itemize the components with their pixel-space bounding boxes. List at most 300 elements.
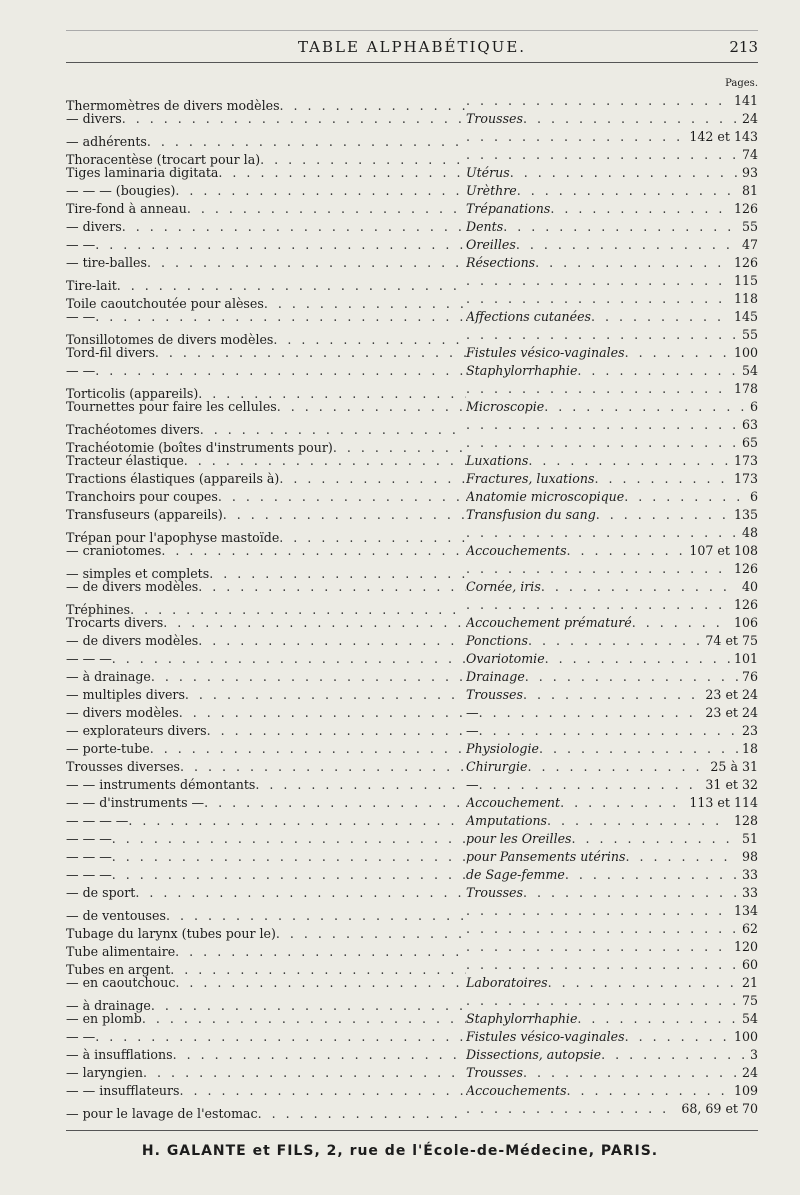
entry-term: Tire-lait: [66, 278, 117, 293]
entry-pages: 63: [741, 417, 758, 432]
leader-dots: [545, 650, 730, 668]
leader-dots: [577, 362, 738, 380]
entry-reference: Oreilles: [466, 237, 516, 252]
leader-dots: [198, 578, 466, 596]
leader-dots: [466, 956, 738, 974]
entry-reference: Trousses: [466, 885, 523, 900]
leader-dots: [173, 1046, 466, 1064]
leader-dots: [95, 236, 466, 254]
leader-dots: [544, 398, 746, 416]
leader-dots: [547, 812, 730, 830]
entry-pages: 128: [733, 813, 758, 828]
entry-pages: 118: [733, 291, 758, 306]
leader-dots: [163, 614, 466, 632]
leader-dots: [466, 272, 730, 290]
entry-pages: 55: [741, 219, 758, 234]
leader-dots: [198, 632, 466, 650]
entry-pages: 33: [741, 885, 758, 900]
entry-reference: Cornée, iris: [466, 579, 541, 594]
leader-dots: [567, 1082, 730, 1100]
entry-reference: pour les Oreilles: [466, 831, 572, 846]
leader-dots: [567, 542, 686, 560]
entry-term: — —: [66, 309, 96, 324]
index-entry: [66, 344, 758, 362]
index-entry: [66, 488, 758, 506]
entry-pages: 126: [733, 255, 758, 270]
index-entry: [66, 992, 758, 1013]
entry-pages: 74: [741, 147, 758, 162]
index-entry: [66, 110, 758, 128]
leader-dots: [122, 110, 466, 128]
entry-pages: 33: [741, 867, 758, 882]
leader-dots: [277, 398, 466, 416]
entry-pages: 109: [733, 1083, 758, 1098]
index-entry: [66, 308, 758, 326]
index-entry: [66, 956, 758, 977]
leader-dots: [466, 1100, 677, 1118]
entry-pages: 47: [741, 237, 758, 252]
entry-pages: 173: [733, 453, 758, 468]
leader-dots: [466, 902, 730, 920]
entry-term: — divers: [66, 111, 122, 126]
entry-reference: Utérus: [466, 165, 510, 180]
entry-term: Transfuseurs (appareils): [66, 507, 223, 522]
leader-dots: [95, 362, 466, 380]
entry-pages: 55: [741, 327, 758, 342]
leader-dots: [135, 884, 466, 902]
footer-rule: [66, 1130, 758, 1131]
entry-pages: 115: [733, 273, 758, 288]
entry-pages: 135: [733, 507, 758, 522]
entry-term: — — —: [66, 651, 112, 666]
entry-term: — à drainage: [66, 669, 151, 684]
entry-reference: Trousses: [466, 111, 523, 126]
leader-dots: [175, 974, 466, 992]
entry-pages: 113 et 114: [689, 795, 758, 810]
leader-dots: [128, 812, 466, 830]
entry-pages: 100: [733, 345, 758, 360]
pages-column-label: Pages.: [725, 78, 758, 89]
entry-pages: 106: [733, 615, 758, 630]
index-entry: [66, 164, 758, 182]
index-entry: [66, 290, 758, 311]
leader-dots: [185, 686, 466, 704]
leader-dots: [155, 344, 466, 362]
index-entry: [66, 200, 758, 218]
index-entry: [66, 866, 758, 884]
entry-pages: 75: [741, 993, 758, 1008]
entry-term: Trachéotomes divers: [66, 422, 200, 437]
entry-term: — — —: [66, 831, 112, 846]
entry-term: — — — (bougies): [66, 183, 176, 198]
leader-dots: [255, 776, 466, 794]
entry-term: — de divers modèles: [66, 633, 199, 648]
entry-reference: Ovariotomie: [466, 651, 545, 666]
entry-term: Tranchoirs pour coupes: [66, 489, 218, 504]
leader-dots: [112, 848, 466, 866]
entry-term: Tréphines: [66, 602, 131, 617]
entry-pages: 107 et 108: [689, 543, 758, 558]
entry-pages: 6: [749, 489, 758, 504]
leader-dots: [632, 614, 730, 632]
leader-dots: [527, 758, 706, 776]
index-entry: [66, 1082, 758, 1100]
entry-reference: Fistules vésico-vaginales: [466, 1029, 625, 1044]
entry-reference: Physiologie: [466, 741, 539, 756]
entry-pages: 48: [741, 525, 758, 540]
index-entry: [66, 326, 758, 347]
index-entry: [66, 1100, 758, 1121]
leader-dots: [523, 1064, 738, 1082]
entry-reference: Fractures, luxations: [466, 471, 595, 486]
index-entry: [66, 272, 758, 293]
leader-dots: [523, 884, 738, 902]
index-entry: [66, 560, 758, 581]
index-entry: [66, 434, 758, 455]
index-entry: [66, 578, 758, 596]
index-entry: [66, 398, 758, 416]
entry-term: — —: [66, 237, 96, 252]
entry-term: — en caoutchouc: [66, 975, 176, 990]
leader-dots: [179, 704, 466, 722]
index-entry: [66, 974, 758, 992]
entry-term: — de divers modèles: [66, 579, 199, 594]
index-entry: [66, 146, 758, 167]
entry-pages: 173: [733, 471, 758, 486]
leader-dots: [594, 470, 730, 488]
leader-dots: [279, 470, 466, 488]
entry-term: — — d'instruments —: [66, 795, 205, 810]
leader-dots: [466, 938, 730, 956]
index-entry: [66, 470, 758, 488]
entry-term: — divers: [66, 219, 122, 234]
index-entry: [66, 938, 758, 959]
entry-pages: 65: [741, 435, 758, 450]
leader-dots: [143, 1064, 466, 1082]
leader-dots: [466, 434, 738, 452]
index-entries: [66, 92, 758, 1121]
index-entry: [66, 722, 758, 740]
leader-dots: [535, 254, 730, 272]
entry-term: Tiges laminaria digitata: [66, 165, 219, 180]
entry-term: — divers modèles: [66, 705, 179, 720]
leader-dots: [601, 1046, 746, 1064]
entry-reference: Accouchements: [466, 543, 567, 558]
index-entry: [66, 794, 758, 812]
index-entry: [66, 650, 758, 668]
entry-reference: Trousses: [466, 1065, 523, 1080]
leader-dots: [596, 506, 730, 524]
leader-dots: [218, 488, 466, 506]
leader-dots: [147, 254, 466, 272]
entry-term: Thoracentèse (trocart pour la): [66, 152, 261, 167]
entry-reference: Affections cutanées: [466, 309, 591, 324]
entry-reference: Staphylorrhaphie: [466, 1011, 578, 1026]
entry-pages: 18: [741, 741, 758, 756]
index-entry: [66, 182, 758, 200]
entry-term: — en plomb: [66, 1011, 142, 1026]
entry-term: — adhérents: [66, 134, 147, 149]
index-entry: [66, 218, 758, 236]
entry-term: — — instruments démontants: [66, 777, 256, 792]
entry-pages: 24: [741, 1065, 758, 1080]
leader-dots: [187, 200, 466, 218]
leader-dots: [184, 452, 466, 470]
entry-pages: 76: [741, 669, 758, 684]
leader-dots: [466, 326, 738, 344]
leader-dots: [625, 344, 730, 362]
index-entry: [66, 1028, 758, 1046]
entry-term: — simples et complets: [66, 566, 210, 581]
leader-dots: [466, 920, 738, 938]
leader-dots: [625, 1028, 730, 1046]
entry-reference: Fistules vésico-vaginales: [466, 345, 625, 360]
entry-reference: Trousses: [466, 687, 523, 702]
leader-dots: [591, 308, 730, 326]
index-entry: [66, 812, 758, 830]
leader-dots: [548, 974, 738, 992]
leader-dots: [151, 668, 466, 686]
entry-reference: Urèthre: [466, 183, 517, 198]
leader-dots: [466, 380, 730, 398]
entry-pages: 23: [741, 723, 758, 738]
entry-pages: 120: [733, 939, 758, 954]
entry-term: — explorateurs divers: [66, 723, 207, 738]
entry-term: — — — —: [66, 813, 129, 828]
leader-dots: [466, 416, 738, 434]
entry-term: — porte-tube: [66, 741, 150, 756]
leader-dots: [161, 542, 466, 560]
entry-term: Tonsillotomes de divers modèles: [66, 332, 274, 347]
index-entry: [66, 128, 758, 149]
entry-reference: Luxations: [466, 453, 529, 468]
leader-dots: [479, 722, 738, 740]
entry-reference: Microscopie: [466, 399, 545, 414]
leader-dots: [528, 632, 701, 650]
entry-term: — — —: [66, 849, 112, 864]
entry-term: Trousses diverses: [66, 759, 181, 774]
entry-reference: Transfusion du sang: [466, 507, 596, 522]
entry-reference: Chirurgie: [466, 759, 528, 774]
entry-reference: de Sage-femme: [466, 867, 565, 882]
leader-dots: [528, 452, 730, 470]
entry-reference: pour Pansements utérins: [466, 849, 626, 864]
leader-dots: [150, 740, 466, 758]
index-entry: [66, 236, 758, 254]
entry-pages: 3: [749, 1047, 758, 1062]
entry-term: Tracteur élastique: [66, 453, 184, 468]
leader-dots: [539, 740, 738, 758]
index-entry: [66, 416, 758, 437]
entry-term: Trocarts divers: [66, 615, 164, 630]
entry-term: — —: [66, 363, 96, 378]
leader-dots: [180, 758, 466, 776]
leader-dots: [122, 218, 466, 236]
entry-pages: 54: [741, 363, 758, 378]
entry-term: — à drainage: [66, 998, 151, 1013]
entry-term: — tire-balles: [66, 255, 147, 270]
index-entry: [66, 1064, 758, 1082]
leader-dots: [503, 218, 738, 236]
entry-term: Tire-fond à anneau: [66, 201, 187, 216]
leader-dots: [479, 704, 702, 722]
entry-pages: 98: [741, 849, 758, 864]
index-entry: [66, 740, 758, 758]
index-entry: [66, 614, 758, 632]
leader-dots: [204, 794, 466, 812]
entry-reference: —: [466, 777, 479, 792]
leader-dots: [258, 1105, 466, 1123]
index-entry: [66, 776, 758, 794]
index-entry: [66, 1046, 758, 1064]
entry-term: Thermomètres de divers modèles: [66, 98, 280, 113]
entry-term: Trépan pour l'apophyse mastoïde: [66, 530, 280, 545]
leader-dots: [466, 596, 730, 614]
entry-term: Tournettes pour faire les cellules: [66, 399, 277, 414]
entry-pages: 134: [733, 903, 758, 918]
entry-term: Tube alimentaire: [66, 944, 176, 959]
entry-reference: Anatomie microscopique: [466, 489, 625, 504]
publisher-footer: H. GALANTE et FILS, 2, rue de l'École-de-Médecine, PARIS.: [141, 1143, 659, 1159]
leader-dots: [223, 506, 466, 524]
index-entry: [66, 686, 758, 704]
entry-pages: 141: [733, 93, 758, 108]
entry-pages: 6: [749, 399, 758, 414]
entry-reference: —: [466, 723, 479, 738]
leader-dots: [541, 578, 738, 596]
entry-term: — à insufflations: [66, 1047, 173, 1062]
entry-pages: 93: [741, 165, 758, 180]
leader-dots: [565, 866, 738, 884]
entry-term: — de ventouses: [66, 908, 166, 923]
leader-dots: [466, 524, 738, 542]
index-entry: [66, 506, 758, 524]
index-entry: [66, 596, 758, 617]
leader-dots: [626, 848, 738, 866]
index-entry: [66, 362, 758, 380]
leader-dots: [112, 830, 466, 848]
entry-reference: Accouchement: [466, 795, 561, 810]
index-entry: [66, 542, 758, 560]
page-header: [66, 36, 758, 63]
entry-pages: 142 et 143: [689, 129, 758, 144]
leader-dots: [466, 128, 685, 146]
leader-dots: [572, 830, 738, 848]
index-entry: [66, 758, 758, 776]
entry-pages: 81: [741, 183, 758, 198]
leader-dots: [525, 668, 738, 686]
leader-dots: [550, 200, 730, 218]
leader-dots: [466, 290, 730, 308]
leader-dots: [112, 866, 466, 884]
leader-dots: [516, 236, 738, 254]
index-entry: [66, 632, 758, 650]
leader-dots: [624, 488, 746, 506]
entry-pages: 62: [741, 921, 758, 936]
entry-reference: Ponctions: [466, 633, 528, 648]
entry-reference: —: [466, 705, 479, 720]
entry-term: Toile caoutchoutée pour alèses: [66, 296, 264, 311]
entry-term: Tord-fil divers: [66, 345, 155, 360]
leader-dots: [517, 182, 738, 200]
entry-pages: 74 et 75: [705, 633, 758, 648]
entry-pages: 178: [733, 381, 758, 396]
entry-reference: Dissections, autopsie: [466, 1047, 602, 1062]
entry-pages: 126: [733, 561, 758, 576]
entry-pages: 24: [741, 111, 758, 126]
entry-pages: 101: [733, 651, 758, 666]
entry-reference: Trépanations: [466, 201, 551, 216]
leader-dots: [180, 1082, 467, 1100]
entry-term: — — —: [66, 867, 112, 882]
entry-reference: Amputations: [466, 813, 548, 828]
entry-pages: 40: [741, 579, 758, 594]
index-entry: [66, 1010, 758, 1028]
entry-reference: Dents: [466, 219, 504, 234]
entry-pages: 31 et 32: [705, 777, 758, 792]
entry-pages: 51: [741, 831, 758, 846]
leader-dots: [479, 776, 702, 794]
entry-reference: Laboratoires: [466, 975, 548, 990]
leader-dots: [466, 92, 730, 110]
entry-term: — —: [66, 1029, 96, 1044]
index-entry: [66, 452, 758, 470]
entry-pages: 60: [741, 957, 758, 972]
leader-dots: [175, 182, 466, 200]
entry-term: Tractions élastiques (appareils à): [66, 471, 280, 486]
entry-term: Tubage du larynx (tubes pour le): [66, 926, 276, 941]
entry-term: — craniotomes: [66, 543, 162, 558]
entry-reference: Drainage: [466, 669, 525, 684]
leader-dots: [207, 722, 466, 740]
entry-reference: Accouchements: [466, 1083, 567, 1098]
entry-term: — — insufflateurs: [66, 1083, 180, 1098]
leader-dots: [510, 164, 738, 182]
index-entry: [66, 830, 758, 848]
leader-dots: [218, 164, 466, 182]
index-entry: [66, 902, 758, 923]
entry-term: — pour le lavage de l'estomac: [66, 1106, 258, 1121]
entry-pages: 145: [733, 309, 758, 324]
entry-pages: 126: [733, 201, 758, 216]
entry-pages: 23 et 24: [705, 687, 758, 702]
index-entry: [66, 92, 758, 113]
entry-term: Torticolis (appareils): [66, 386, 199, 401]
leader-dots: [560, 794, 685, 812]
leader-dots: [95, 1028, 466, 1046]
entry-pages: 100: [733, 1029, 758, 1044]
page-number: 213: [729, 38, 758, 56]
leader-dots: [523, 110, 738, 128]
entry-pages: 23 et 24: [705, 705, 758, 720]
entry-term: Trachéotomie (boîtes d'instruments pour): [66, 440, 333, 455]
leader-dots: [466, 146, 738, 164]
entry-pages: 126: [733, 597, 758, 612]
index-entry: [66, 254, 758, 272]
top-rule: [66, 30, 758, 31]
index-entry: [66, 848, 758, 866]
leader-dots: [95, 308, 466, 326]
entry-pages: 21: [741, 975, 758, 990]
index-entry: [66, 524, 758, 545]
entry-term: — de sport: [66, 885, 136, 900]
entry-pages: 68, 69 et 70: [681, 1101, 758, 1116]
index-entry: [66, 884, 758, 902]
entry-reference: Staphylorrhaphie: [466, 363, 578, 378]
entry-reference: Accouchement prématuré: [466, 615, 632, 630]
leader-dots: [142, 1010, 466, 1028]
entry-term: — multiples divers: [66, 687, 185, 702]
